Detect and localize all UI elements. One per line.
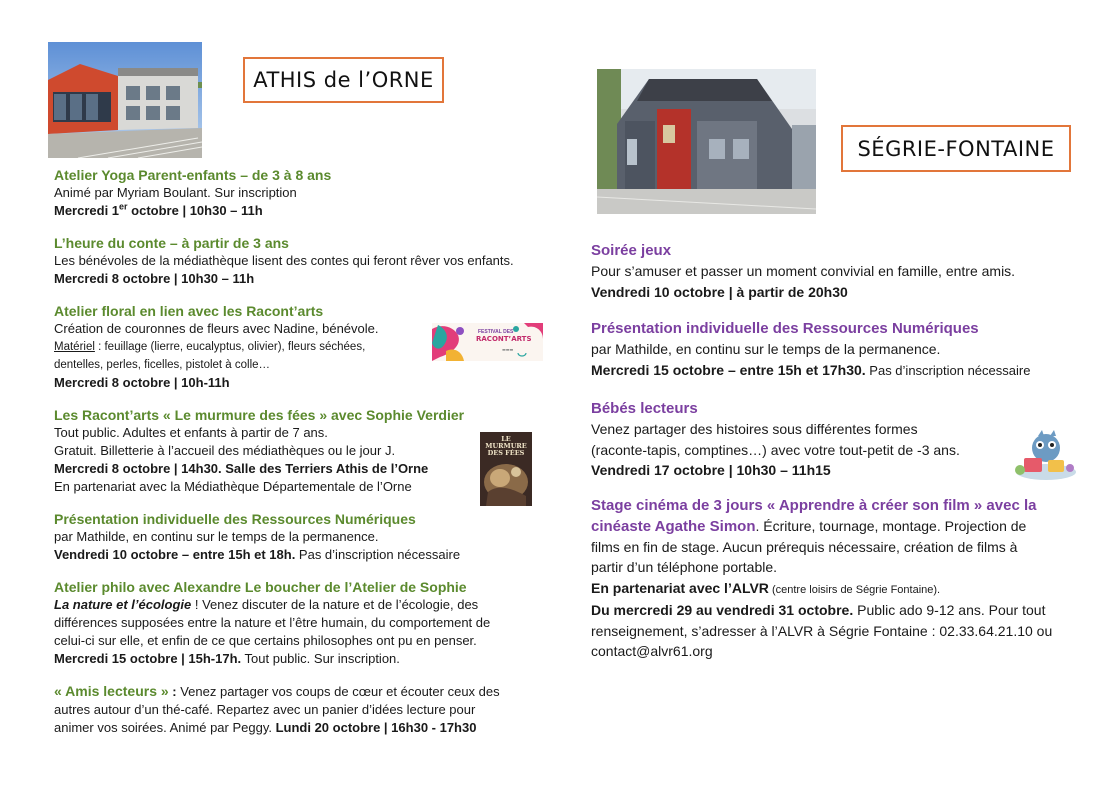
event-date: Du mercredi 29 au vendredi 31 octobre. Public ado 9-12 ans. Pour tout — [591, 602, 1046, 618]
segrie-place-title: SÉGRIE-FONTAINE — [841, 125, 1071, 172]
event-line: Tout public. Adultes et enfants à partir de 7 ans. — [54, 425, 328, 440]
event-line: partir d’un téléphone portable. — [591, 559, 778, 575]
event-line: différences supposées entre la nature et l’être humain, du comportement de — [54, 615, 491, 630]
segrie-building-photo — [597, 69, 816, 214]
event-line: Gratuit. Billetterie à l’accueil des médiathèques ou le jour J. — [54, 443, 396, 458]
event-date: Mercredi 8 octobre | 10h-11h — [54, 375, 230, 390]
event-line: autres autour d’un thé-café. Repartez avec un panier d’idées lecture pour — [54, 702, 476, 717]
event-line: « Amis lecteurs » : Venez partager vos coups de cœur et écouter ceux des — [54, 683, 500, 699]
event-description: Pour s’amuser et passer un moment convivial en famille, entre amis. — [591, 263, 1016, 279]
event-yoga — [54, 166, 554, 220]
event-line: cinéaste Agathe Simon. Écriture, tournage, montage. Projection de — [591, 517, 1027, 535]
event-amis — [54, 682, 554, 737]
event-line: La nature et l’écologie ! Venez discuter de la nature et de l’écologie, des — [54, 597, 479, 612]
event-conte — [54, 234, 554, 288]
event-description: par Mathilde, en continu sur le temps de la permanence. — [591, 341, 941, 357]
athis-library-photo — [48, 42, 202, 158]
svg-text:▬▬▬: ▬▬▬ — [502, 347, 514, 352]
athis-events-column — [54, 166, 554, 737]
athis-place-title: ATHIS de l’ORNE — [243, 57, 444, 103]
event-description: Création de couronnes de fleurs avec Nadine, bénévole. — [54, 321, 379, 336]
event-materials-cont: dentelles, perles, ficelles, pistolet à colle… — [54, 359, 271, 371]
event-bebes — [591, 398, 1081, 481]
event-partner: En partenariat avec la Médiathèque Départementale de l’Orne — [54, 479, 412, 494]
event-title: Présentation individuelle des Ressources Numériques — [591, 320, 979, 337]
event-title: Atelier floral en lien avec les Racont’arts — [54, 303, 324, 319]
event-title: Atelier Yoga Parent-enfants – de 3 à 8 ans — [54, 167, 332, 183]
event-cinema — [591, 495, 1081, 662]
racontarts-festival-image — [432, 323, 543, 361]
event-title: Stage cinéma de 3 jours « Apprendre à créer son film » avec la — [591, 496, 1037, 514]
event-date: Mercredi 1er octobre | 10h30 – 11h — [54, 201, 263, 218]
event-jeux — [591, 240, 1081, 302]
event-title: Les Racont’arts « Le murmure des fées » avec Sophie Verdier — [54, 407, 465, 423]
festival-badge-line1: FESTIVAL DES — [478, 329, 514, 335]
event-date: Vendredi 10 octobre – entre 15h et 18h. Pas d’inscription nécessaire — [54, 547, 461, 562]
event-title: Atelier philo avec Alexandre Le boucher de l’Atelier de Sophie — [54, 579, 467, 595]
event-date: Vendredi 17 octobre | 10h30 – 11h15 — [591, 462, 831, 478]
event-date: Mercredi 8 octobre | 14h30. Salle des Terriers Athis de l’Orne — [54, 461, 429, 476]
segrie-events-column — [591, 240, 1081, 662]
event-partner: En partenariat avec l’ALVR (centre loisirs de Ségrie Fontaine). — [591, 579, 941, 596]
event-date: Mercredi 15 octobre – entre 15h et 17h30. Pas d’inscription nécessaire — [591, 361, 1031, 378]
murmure-des-fees-poster — [480, 432, 532, 506]
event-racontarts — [54, 406, 554, 496]
event-line: films en fin de stage. Aucun prérequis nécessaire, création de films à — [591, 538, 1018, 555]
event-materials: Matériel : feuillage (lierre, eucalyptus, olivier), fleurs séchées, — [54, 341, 366, 353]
event-contact: contact@alvr61.org — [591, 643, 713, 659]
event-date: Vendredi 10 octobre | à partir de 20h30 — [591, 283, 848, 300]
event-line: Venez partager des histoires sous différentes formes — [591, 421, 918, 437]
event-line: renseignement, s’adresser à l’ALVR à Ségrie Fontaine : 02.33.64.21.10 ou — [591, 622, 1053, 639]
event-title: Présentation individuelle des Ressources Numériques — [54, 511, 416, 527]
event-line: animer vos soirées. Animé par Peggy. Lundi 20 octobre | 16h30 - 17h30 — [54, 720, 477, 735]
bebes-lecteurs-illustration — [1010, 430, 1078, 480]
event-description: Les bénévoles de la médiathèque lisent des contes qui feront rêver vos enfants. — [54, 253, 514, 268]
event-title: Soirée jeux — [591, 242, 672, 259]
event-date: Mercredi 15 octobre | 15h-17h. Tout public. Sur inscription. — [54, 651, 400, 666]
event-ressources-athis — [54, 510, 554, 564]
event-date: Mercredi 8 octobre | 10h30 – 11h — [54, 271, 255, 286]
event-title: L’heure du conte – à partir de 3 ans — [54, 235, 289, 251]
event-line: celui-ci sur elle, et enfin de ce que certains philosophes ont pu en penser. — [54, 633, 477, 648]
event-description: par Mathilde, en continu sur le temps de la permanence. — [54, 529, 379, 544]
event-line: (raconte-tapis, comptines…) avec votre tout-petit de -3 ans. — [591, 441, 960, 458]
event-philo — [54, 578, 554, 668]
event-title: Bébés lecteurs — [591, 400, 698, 417]
poster-title: LE MURMURE DES FÉES — [485, 435, 527, 457]
festival-badge-line2: RACONT’ARTS — [476, 335, 532, 343]
event-description: Animé par Myriam Boulant. Sur inscription — [54, 185, 297, 200]
event-ressources-segrie — [591, 318, 1081, 381]
